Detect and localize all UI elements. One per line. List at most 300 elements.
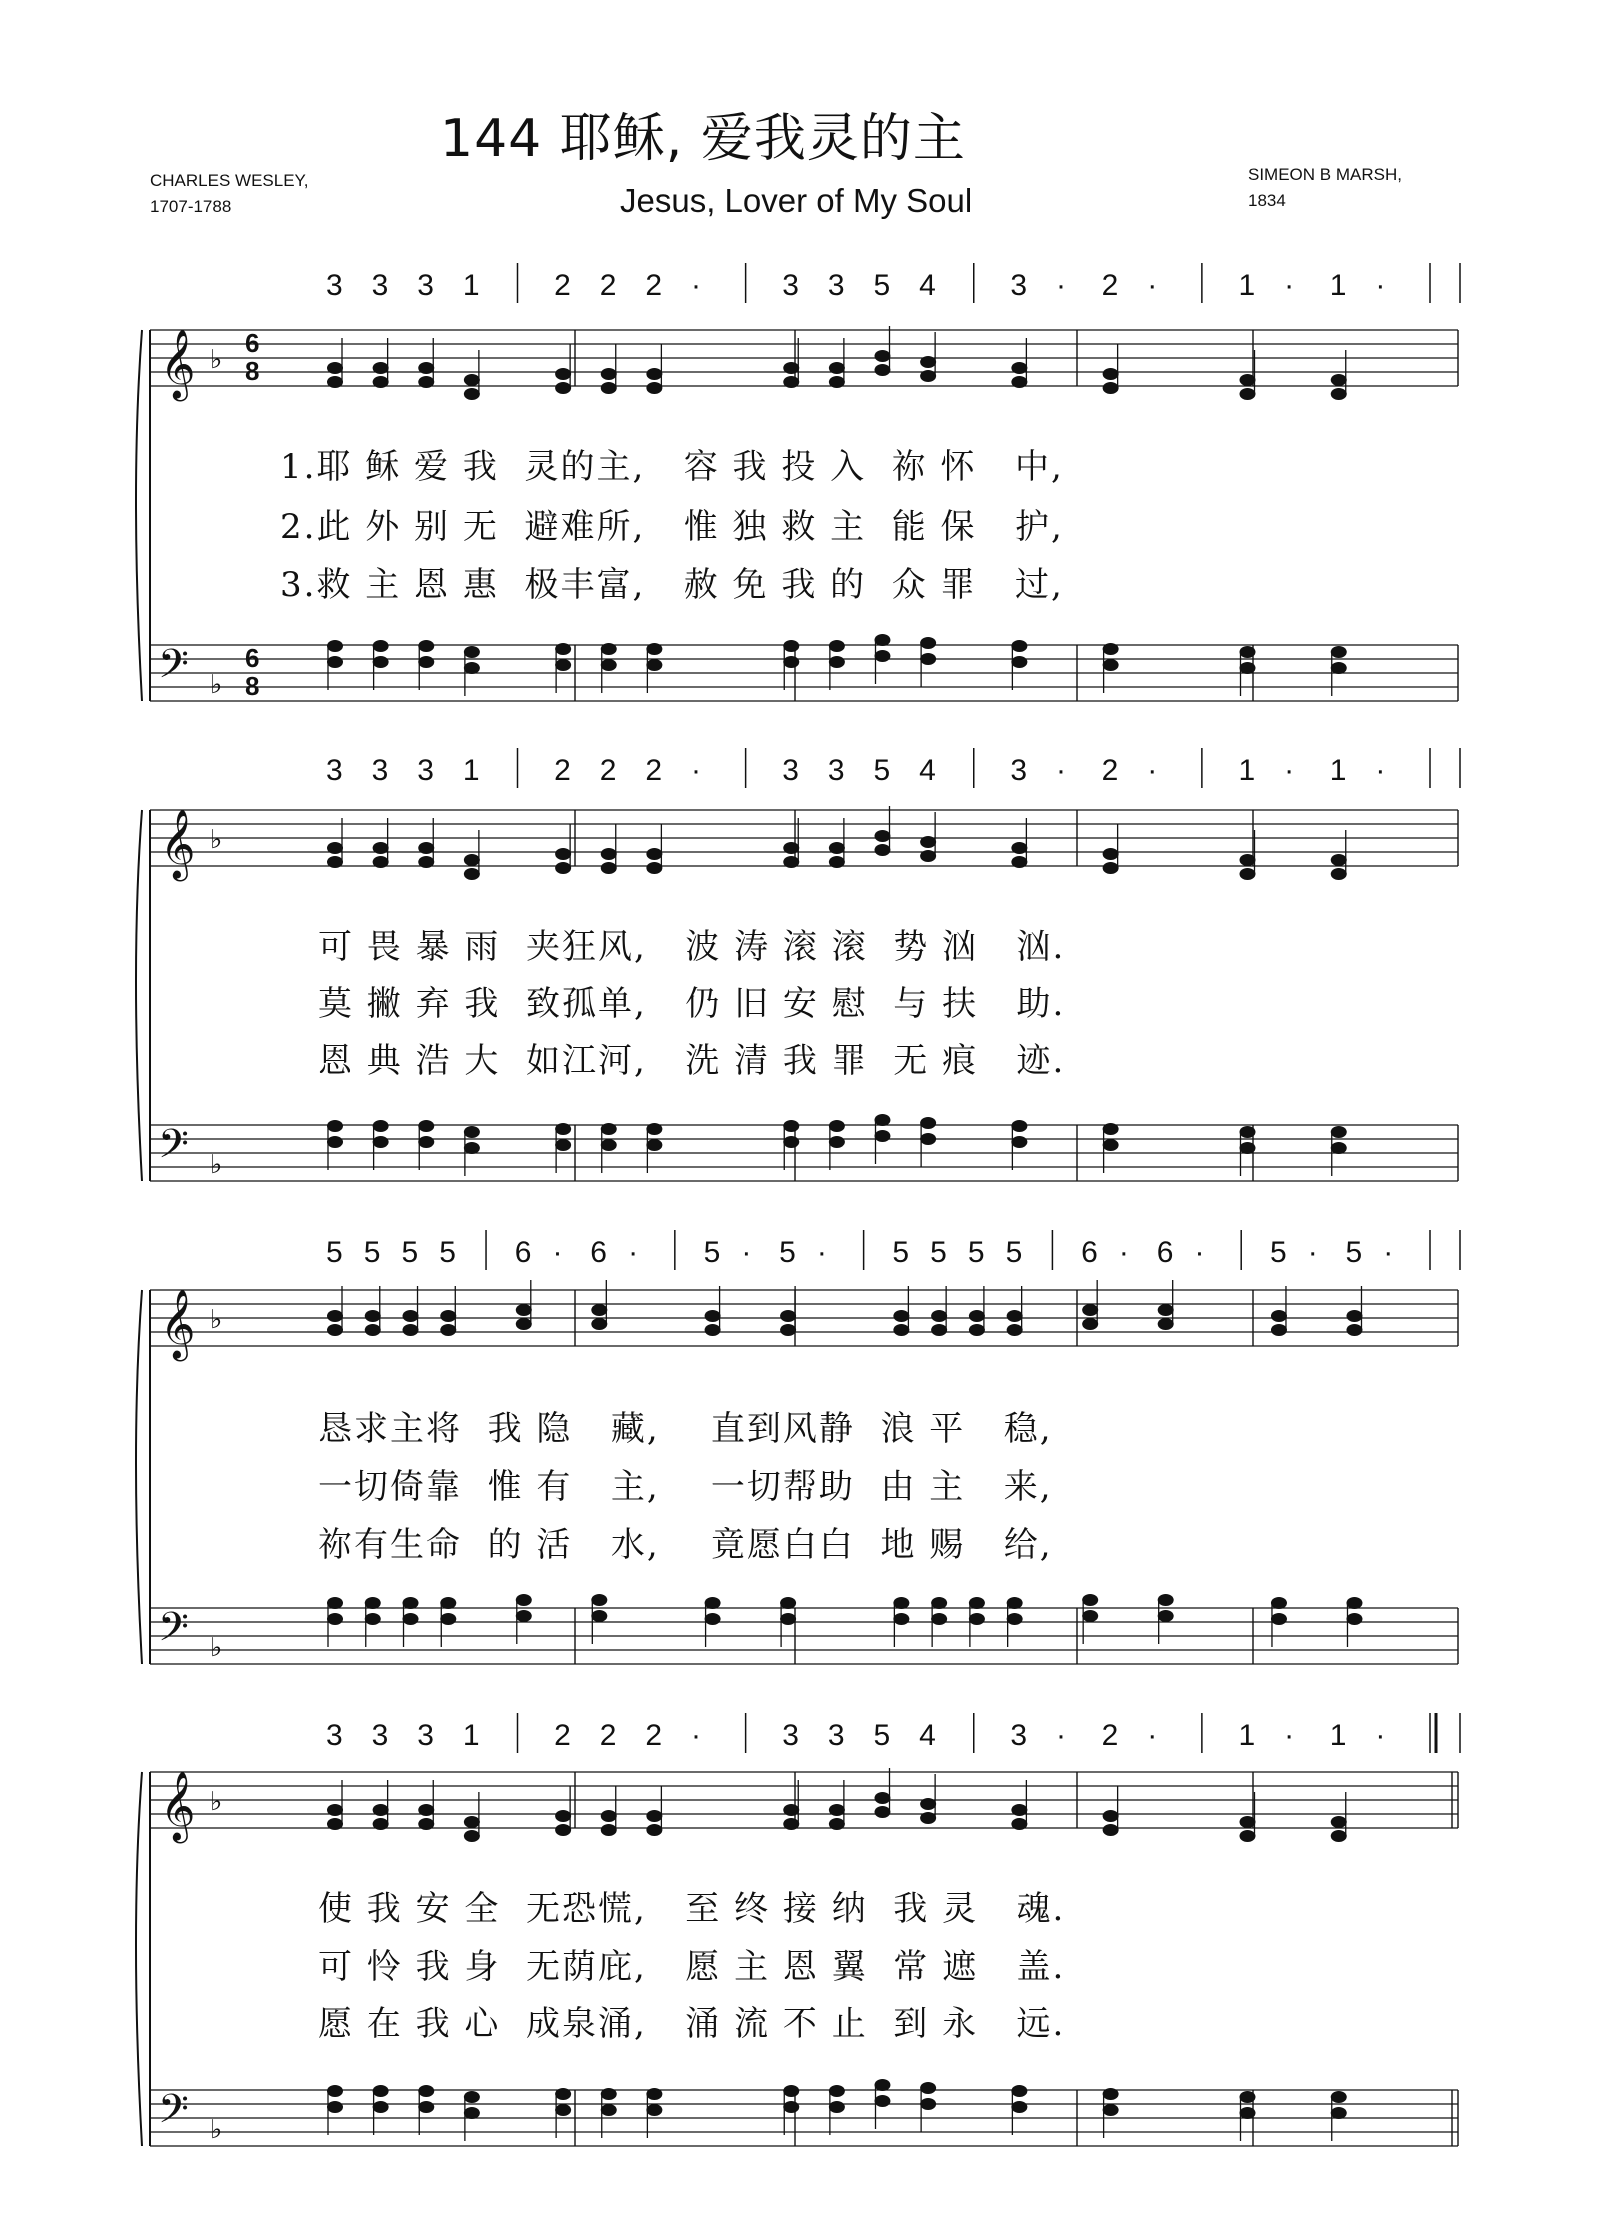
- treble-notehead: [1011, 856, 1027, 868]
- bass-notehead: [464, 2091, 480, 2103]
- bass-notehead: [920, 653, 936, 665]
- jianpu-note: 2: [1101, 269, 1119, 302]
- jianpu-note: 4: [919, 754, 936, 787]
- bass-notehead: [829, 1120, 845, 1132]
- treble-notehead: [1011, 362, 1027, 374]
- bass-notehead: [1011, 2101, 1027, 2113]
- jianpu-note: 2: [599, 269, 617, 302]
- jianpu-note: 5: [779, 1236, 796, 1269]
- bass-notehead: [1346, 1597, 1362, 1609]
- treble-notehead: [591, 1318, 607, 1330]
- treble-notehead: [920, 850, 936, 862]
- bass-notehead: [373, 2101, 389, 2113]
- jianpu-note: 3: [827, 1719, 845, 1752]
- treble-notehead: [969, 1324, 985, 1336]
- bass-notehead: [418, 1136, 434, 1148]
- treble-clef-icon: 𝄞: [160, 809, 196, 879]
- treble-notehead: [1331, 374, 1347, 386]
- jianpu-note: 2: [645, 754, 663, 787]
- bass-notehead: [920, 1117, 936, 1129]
- jianpu-note: 3: [371, 269, 389, 302]
- treble-notehead: [373, 376, 389, 388]
- treble-notehead: [829, 1818, 845, 1830]
- jianpu-note: 3: [1010, 269, 1028, 302]
- time-signature-bottom: 8: [245, 356, 260, 386]
- jianpu-note: ·: [1383, 1236, 1394, 1269]
- bass-notehead: [403, 1597, 419, 1609]
- treble-notehead: [1346, 1310, 1362, 1322]
- bass-notehead: [875, 1114, 891, 1126]
- treble-notehead: [1158, 1318, 1174, 1330]
- jianpu-note: 2: [554, 269, 571, 302]
- bass-notehead: [418, 2085, 434, 2097]
- treble-notehead: [646, 382, 662, 394]
- jianpu-note: 1: [462, 754, 480, 787]
- bass-notehead: [1158, 1610, 1174, 1622]
- flat-icon: ♭: [210, 670, 223, 700]
- bass-notehead: [440, 1597, 456, 1609]
- treble-notehead: [646, 862, 662, 874]
- bass-notehead: [1331, 2107, 1347, 2119]
- bass-notehead: [555, 2088, 571, 2100]
- bass-notehead: [969, 1613, 985, 1625]
- bass-notehead: [829, 656, 845, 668]
- jianpu-note: ·: [1284, 754, 1295, 787]
- treble-notehead: [646, 848, 662, 860]
- jianpu-note: 3: [1010, 1719, 1028, 1752]
- bass-notehead: [327, 2085, 343, 2097]
- treble-notehead: [920, 356, 936, 368]
- treble-notehead: [418, 1804, 434, 1816]
- jianpu-note: 6: [1156, 1236, 1174, 1269]
- bass-notehead: [373, 1136, 389, 1148]
- treble-notehead: [1240, 854, 1256, 866]
- bass-notehead: [327, 2101, 343, 2113]
- bass-notehead: [893, 1613, 909, 1625]
- treble-notehead: [1082, 1304, 1098, 1316]
- treble-notehead: [601, 862, 617, 874]
- jianpu-note: 4: [919, 269, 936, 302]
- treble-notehead: [1082, 1318, 1098, 1330]
- jianpu-note: ·: [1118, 1236, 1129, 1269]
- treble-notehead: [555, 368, 571, 380]
- jianpu-note: 1: [1238, 1719, 1256, 1752]
- treble-notehead: [601, 368, 617, 380]
- treble-notehead: [783, 1804, 799, 1816]
- treble-notehead: [591, 1304, 607, 1316]
- treble-notehead: [1331, 388, 1347, 400]
- treble-notehead: [829, 856, 845, 868]
- jianpu-note: 5: [401, 1236, 419, 1269]
- bass-notehead: [516, 1594, 532, 1606]
- treble-notehead: [418, 856, 434, 868]
- treble-notehead: [1158, 1304, 1174, 1316]
- treble-notehead: [1103, 368, 1119, 380]
- bass-notehead: [555, 2104, 571, 2116]
- bass-notehead: [1007, 1613, 1023, 1625]
- bass-notehead: [829, 640, 845, 652]
- bass-clef-icon: 𝄢: [158, 641, 189, 697]
- jianpu-note: 2: [554, 754, 571, 787]
- lyric-line: 祢有生命 的 活 水, 竟愿白白 地 赐 给,: [318, 1525, 1053, 1565]
- bass-notehead: [591, 1610, 607, 1622]
- bass-notehead: [327, 640, 343, 652]
- bass-notehead: [829, 2101, 845, 2113]
- treble-notehead: [1011, 1818, 1027, 1830]
- treble-notehead: [365, 1310, 381, 1322]
- treble-notehead: [516, 1304, 532, 1316]
- jianpu-note: ·: [1147, 1719, 1158, 1752]
- bass-notehead: [1103, 643, 1119, 655]
- bass-clef-icon: 𝄢: [158, 2086, 189, 2142]
- bass-notehead: [783, 640, 799, 652]
- jianpu-note: 3: [827, 269, 845, 302]
- bass-notehead: [875, 2079, 891, 2091]
- jianpu-note: 2: [599, 754, 617, 787]
- time-signature-top: 6: [245, 643, 260, 673]
- bass-clef-icon: 𝄢: [158, 1121, 189, 1177]
- jianpu-note: ·: [1056, 754, 1066, 787]
- treble-notehead: [601, 1824, 617, 1836]
- treble-notehead: [327, 1324, 343, 1336]
- bass-clef-icon: 𝄢: [158, 1604, 189, 1660]
- bass-notehead: [1103, 1139, 1119, 1151]
- jianpu-note: 5: [967, 1236, 985, 1269]
- jianpu-note: 3: [326, 754, 343, 787]
- jianpu-note: 3: [782, 754, 799, 787]
- treble-notehead: [464, 1830, 480, 1842]
- treble-notehead: [1103, 1810, 1119, 1822]
- treble-notehead: [601, 1810, 617, 1822]
- bass-notehead: [920, 637, 936, 649]
- jianpu-note: 6: [1081, 1236, 1098, 1269]
- bass-notehead: [327, 1120, 343, 1132]
- bass-notehead: [365, 1597, 381, 1609]
- hymn-subtitle: Jesus, Lover of My Soul: [620, 182, 973, 219]
- jianpu-note: 1: [462, 269, 480, 302]
- treble-notehead: [418, 362, 434, 374]
- bass-notehead: [440, 1613, 456, 1625]
- treble-notehead: [875, 364, 891, 376]
- bass-notehead: [373, 640, 389, 652]
- bass-notehead: [1011, 1136, 1027, 1148]
- bass-notehead: [1011, 656, 1027, 668]
- jianpu-note: 6: [590, 1236, 607, 1269]
- bass-notehead: [931, 1613, 947, 1625]
- treble-notehead: [1331, 868, 1347, 880]
- treble-notehead: [783, 842, 799, 854]
- jianpu-note: ·: [1056, 1719, 1066, 1752]
- jianpu-note: ·: [1375, 754, 1386, 787]
- treble-clef-icon: 𝄞: [160, 1289, 196, 1359]
- flat-icon: ♭: [210, 1633, 223, 1663]
- jianpu-note: 2: [599, 1719, 617, 1752]
- treble-notehead: [1271, 1324, 1287, 1336]
- bass-notehead: [920, 2098, 936, 2110]
- bass-notehead: [327, 1597, 343, 1609]
- treble-notehead: [1271, 1310, 1287, 1322]
- jianpu-note: 3: [1010, 754, 1028, 787]
- jianpu-note: 1: [1329, 754, 1347, 787]
- jianpu-note: 1: [1329, 1719, 1347, 1752]
- bass-notehead: [1011, 2085, 1027, 2097]
- jianpu-note: 3: [782, 269, 799, 302]
- time-signature-top: 6: [245, 328, 260, 358]
- treble-notehead: [440, 1324, 456, 1336]
- treble-notehead: [373, 362, 389, 374]
- brace-icon: [136, 1290, 142, 1664]
- bass-notehead: [365, 1613, 381, 1625]
- jianpu-note: 5: [363, 1236, 381, 1269]
- jianpu-note: 5: [1005, 1236, 1023, 1269]
- jianpu-note: ·: [628, 1236, 639, 1269]
- bass-notehead: [418, 656, 434, 668]
- lyric-line: 恩 典 浩 大 如江河, 洗 清 我 罪 无 痕 迹.: [318, 1041, 1066, 1081]
- bass-notehead: [601, 1123, 617, 1135]
- bass-notehead: [555, 659, 571, 671]
- bass-notehead: [875, 650, 891, 662]
- jianpu-note: ·: [816, 1236, 827, 1269]
- bass-notehead: [464, 662, 480, 674]
- bass-notehead: [969, 1597, 985, 1609]
- bass-notehead: [327, 1613, 343, 1625]
- treble-notehead: [875, 1792, 891, 1804]
- treble-notehead: [327, 376, 343, 388]
- brace-icon: [136, 1772, 142, 2146]
- bass-notehead: [783, 656, 799, 668]
- flat-icon: ♭: [210, 1787, 223, 1817]
- treble-notehead: [931, 1310, 947, 1322]
- jianpu-note: ·: [552, 1236, 563, 1269]
- bass-notehead: [646, 659, 662, 671]
- jianpu-note: 3: [326, 1719, 343, 1752]
- jianpu-note: 1: [462, 1719, 480, 1752]
- flat-icon: ♭: [210, 345, 223, 375]
- jianpu-note: 3: [371, 1719, 389, 1752]
- treble-notehead: [1011, 842, 1027, 854]
- treble-notehead: [1240, 374, 1256, 386]
- bass-notehead: [893, 1597, 909, 1609]
- bass-notehead: [464, 1126, 480, 1138]
- treble-notehead: [829, 1804, 845, 1816]
- lyricist-name: CHARLES WESLEY,: [150, 171, 309, 190]
- jianpu-note: 3: [827, 754, 845, 787]
- bass-notehead: [601, 2088, 617, 2100]
- jianpu-note: 4: [919, 1719, 936, 1752]
- treble-notehead: [646, 368, 662, 380]
- bass-notehead: [601, 659, 617, 671]
- jianpu-note: 3: [371, 754, 389, 787]
- jianpu-note: 3: [417, 269, 434, 302]
- jianpu-note: 1: [1329, 269, 1347, 302]
- treble-notehead: [327, 856, 343, 868]
- treble-notehead: [875, 1806, 891, 1818]
- jianpu-note: 5: [439, 1236, 456, 1269]
- treble-notehead: [969, 1310, 985, 1322]
- treble-notehead: [1240, 868, 1256, 880]
- bass-notehead: [591, 1594, 607, 1606]
- bass-notehead: [1158, 1594, 1174, 1606]
- treble-notehead: [373, 842, 389, 854]
- bass-notehead: [1082, 1594, 1098, 1606]
- treble-notehead: [783, 362, 799, 374]
- treble-notehead: [920, 1798, 936, 1810]
- jianpu-note: 1: [1238, 269, 1256, 302]
- treble-notehead: [783, 856, 799, 868]
- lyric-line: 使 我 安 全 无恐慌, 至 终 接 纳 我 灵 魂.: [318, 1889, 1066, 1929]
- lyric-line: 1.耶 稣 爱 我 灵的主, 容 我 投 入 祢 怀 中,: [280, 447, 1064, 487]
- jianpu-note: ·: [741, 1236, 752, 1269]
- bass-notehead: [1240, 1126, 1256, 1138]
- bass-notehead: [1331, 662, 1347, 674]
- bass-notehead: [327, 656, 343, 668]
- bass-notehead: [829, 1136, 845, 1148]
- treble-notehead: [1103, 382, 1119, 394]
- treble-notehead: [920, 370, 936, 382]
- lyric-line: 愿 在 我 心 成泉涌, 涌 流 不 止 到 永 远.: [318, 2004, 1066, 2044]
- bass-notehead: [555, 1123, 571, 1135]
- treble-notehead: [829, 362, 845, 374]
- treble-notehead: [1331, 854, 1347, 866]
- bass-notehead: [1103, 2088, 1119, 2100]
- treble-notehead: [920, 1812, 936, 1824]
- bass-notehead: [783, 2101, 799, 2113]
- bass-notehead: [1271, 1597, 1287, 1609]
- hymn-title: 144 耶稣, 爱我灵的主: [440, 109, 966, 169]
- bass-notehead: [373, 1120, 389, 1132]
- bass-notehead: [875, 2095, 891, 2107]
- jianpu-note: 3: [417, 754, 434, 787]
- bass-notehead: [327, 1136, 343, 1148]
- jianpu-note: 5: [873, 754, 891, 787]
- bass-notehead: [1331, 1142, 1347, 1154]
- lyric-line: 一切倚靠 惟 有 主, 一切帮助 由 主 来,: [318, 1467, 1053, 1507]
- bass-notehead: [418, 1120, 434, 1132]
- treble-notehead: [1346, 1324, 1362, 1336]
- jianpu-note: ·: [1056, 269, 1066, 302]
- lyric-line: 2.此 外 别 无 避难所, 惟 独 救 主 能 保 护,: [280, 507, 1064, 547]
- bass-notehead: [646, 643, 662, 655]
- treble-notehead: [403, 1324, 419, 1336]
- jianpu-note: 6: [514, 1236, 532, 1269]
- bass-notehead: [1271, 1613, 1287, 1625]
- bass-notehead: [1103, 2104, 1119, 2116]
- bass-notehead: [555, 1139, 571, 1151]
- treble-notehead: [783, 376, 799, 388]
- jianpu-note: 2: [554, 1719, 571, 1752]
- treble-notehead: [1240, 388, 1256, 400]
- treble-notehead: [327, 1310, 343, 1322]
- bass-notehead: [1240, 1142, 1256, 1154]
- treble-notehead: [327, 362, 343, 374]
- treble-clef-icon: 𝄞: [160, 1771, 196, 1841]
- treble-notehead: [705, 1324, 721, 1336]
- treble-notehead: [829, 376, 845, 388]
- treble-notehead: [601, 848, 617, 860]
- treble-notehead: [440, 1310, 456, 1322]
- treble-notehead: [464, 1816, 480, 1828]
- flat-icon: ♭: [210, 1305, 223, 1335]
- treble-notehead: [829, 842, 845, 854]
- jianpu-note: 5: [1345, 1236, 1363, 1269]
- treble-notehead: [464, 388, 480, 400]
- lyric-line: 3.救 主 恩 惠 极丰富, 赦 免 我 的 众 罪 过,: [280, 565, 1064, 605]
- bass-notehead: [516, 1610, 532, 1622]
- treble-notehead: [418, 376, 434, 388]
- treble-notehead: [327, 842, 343, 854]
- bass-notehead: [1011, 1120, 1027, 1132]
- bass-notehead: [1007, 1597, 1023, 1609]
- treble-notehead: [555, 1810, 571, 1822]
- bass-notehead: [646, 1123, 662, 1135]
- treble-notehead: [1007, 1310, 1023, 1322]
- bass-notehead: [464, 646, 480, 658]
- time-signature-bottom: 8: [245, 671, 260, 701]
- jianpu-note: 3: [417, 1719, 434, 1752]
- bass-notehead: [373, 656, 389, 668]
- treble-notehead: [601, 382, 617, 394]
- jianpu-note: ·: [691, 754, 701, 787]
- treble-notehead: [783, 1818, 799, 1830]
- flat-icon: ♭: [210, 2115, 223, 2145]
- treble-notehead: [464, 854, 480, 866]
- treble-notehead: [403, 1310, 419, 1322]
- treble-notehead: [875, 830, 891, 842]
- bass-notehead: [403, 1613, 419, 1625]
- treble-notehead: [875, 350, 891, 362]
- bass-notehead: [601, 1139, 617, 1151]
- brace-icon: [136, 810, 142, 1181]
- jianpu-note: 3: [326, 269, 343, 302]
- treble-notehead: [365, 1324, 381, 1336]
- treble-notehead: [516, 1318, 532, 1330]
- jianpu-note: 5: [703, 1236, 721, 1269]
- bass-notehead: [1331, 2091, 1347, 2103]
- treble-notehead: [1240, 1816, 1256, 1828]
- treble-notehead: [327, 1818, 343, 1830]
- treble-notehead: [646, 1824, 662, 1836]
- treble-notehead: [1007, 1324, 1023, 1336]
- treble-notehead: [373, 1818, 389, 1830]
- treble-notehead: [893, 1310, 909, 1322]
- treble-notehead: [373, 856, 389, 868]
- jianpu-note: ·: [1307, 1236, 1318, 1269]
- bass-notehead: [555, 643, 571, 655]
- bass-notehead: [1011, 640, 1027, 652]
- flat-icon: ♭: [210, 1150, 223, 1180]
- bass-notehead: [601, 643, 617, 655]
- treble-notehead: [705, 1310, 721, 1322]
- treble-notehead: [464, 374, 480, 386]
- bass-notehead: [1240, 662, 1256, 674]
- jianpu-note: 5: [873, 269, 891, 302]
- treble-notehead: [327, 1804, 343, 1816]
- bass-notehead: [705, 1597, 721, 1609]
- jianpu-note: 2: [645, 1719, 663, 1752]
- jianpu-note: 5: [873, 1719, 891, 1752]
- bass-notehead: [780, 1597, 796, 1609]
- jianpu-note: 5: [1269, 1236, 1287, 1269]
- treble-notehead: [1240, 1830, 1256, 1842]
- lyricist-years: 1707-1788: [150, 197, 232, 216]
- bass-notehead: [646, 2088, 662, 2100]
- flat-icon: ♭: [210, 825, 223, 855]
- bass-notehead: [418, 640, 434, 652]
- jianpu-note: ·: [691, 1719, 701, 1752]
- bass-notehead: [464, 2107, 480, 2119]
- bass-notehead: [1103, 659, 1119, 671]
- bass-notehead: [920, 2082, 936, 2094]
